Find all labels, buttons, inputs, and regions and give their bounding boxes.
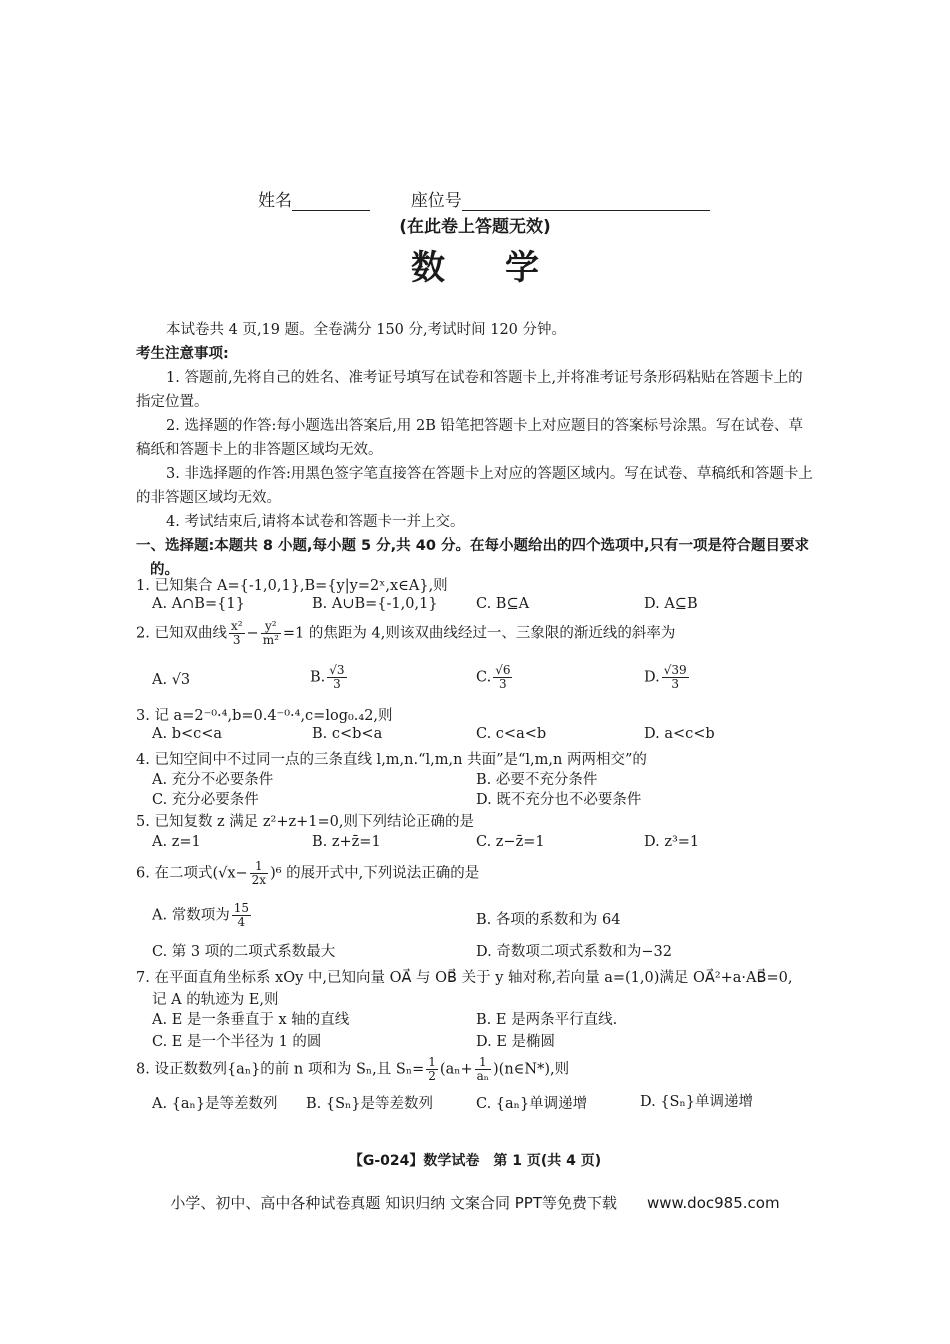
q1-option-a: A. A∩B={1} <box>152 596 245 612</box>
note-2: 2. 选择题的作答:每小题选出答案后,用 2B 铅笔把答题卡上对应题目的答案标号涂黑。写在试卷、草稿纸和答题卡上的非答题区域均无效。 <box>136 418 804 458</box>
q5-option-a: A. z=1 <box>152 834 201 850</box>
q7-option-c: C. E 是一个半径为 1 的圆 <box>152 1034 322 1050</box>
q6-option-d: D. 奇数项二项式系数和为−32 <box>476 944 672 960</box>
q2-option-c-label: C. <box>476 669 492 686</box>
seat-label: 座位号 <box>410 191 462 211</box>
q2-option-b-label: B. <box>310 669 326 686</box>
note-4: 4. 考试结束后,请将本试卷和答题卡一并上交。 <box>166 514 465 530</box>
q3-option-b: B. c<b<a <box>312 726 383 742</box>
q3-option-c: C. c<a<b <box>476 726 547 742</box>
q7-option-d: D. E 是椭圆 <box>476 1034 556 1050</box>
q8-stem-pre: 8. 设正数数列{aₙ}的前 n 项和为 Sₙ,且 Sₙ= <box>136 1061 425 1078</box>
q3-option-d: D. a<c<b <box>644 726 715 742</box>
q8-fraction-half-num: 1 <box>428 1055 436 1069</box>
q2-stem-pre: 2. 已知双曲线 <box>136 625 227 642</box>
q8-option-c: C. {aₙ}单调递增 <box>476 1096 588 1112</box>
intro-text: 本试卷共 4 页,19 题。全卷满分 150 分,考试时间 120 分钟。 <box>166 322 567 338</box>
q6-option-b: B. 各项的系数和为 64 <box>476 912 621 928</box>
q2-option-c-num: √6 <box>495 663 511 677</box>
q6-fraction-num: 1 <box>250 860 268 874</box>
q2-option-b <box>310 664 349 691</box>
q6-option-a-num: 15 <box>233 901 249 915</box>
q2-fraction-x-num: x² <box>230 619 243 633</box>
q8-option-d: D. {Sₙ}单调递增 <box>640 1094 753 1110</box>
q4-option-b: B. 必要不充分条件 <box>476 772 598 788</box>
q2-option-d-num: √39 <box>663 663 687 677</box>
q6-fraction <box>250 860 268 887</box>
q2-fraction-y-den: m² <box>262 633 279 647</box>
question-3-stem: 3. 记 a=2⁻⁰·⁴,b=0.4⁻⁰·⁴,c=log₀.₄2,则 <box>136 708 393 724</box>
section-heading: 一、选择题:本题共 8 小题,每小题 5 分,共 40 分。在每小题给出的四个选项中,只有一项是符合题目要求的。 <box>136 538 809 578</box>
question-2-stem: 2. 已知双曲线 $\frac{\text{x²}}{3}$ − $\frac{\text{y²}}{\text{m²}}$ =1 的焦距为 4,则该双曲线经过一、三象限的渐近线的斜率为 <box>136 619 676 647</box>
q8-option-a: A. {aₙ}是等差数列 <box>152 1096 278 1112</box>
q6-option-a <box>152 902 253 929</box>
q6-option-a-frac <box>232 902 251 929</box>
q5-option-c: C. z−z̄=1 <box>476 834 545 850</box>
q8-fraction-recip-den: aₙ <box>476 1069 489 1083</box>
q4-option-c: C. 充分必要条件 <box>152 792 259 808</box>
q2-option-c <box>476 664 514 691</box>
q2-fraction-y <box>261 620 281 647</box>
note-3: 3. 非选择题的作答:用黑色签字笔直接答在答题卡上对应的答题区域内。写在试卷、草稿纸和答题卡上的非答题区域均无效。 <box>136 466 813 506</box>
q1-option-d: D. A⊆B <box>644 596 698 612</box>
q2-option-c-den: 3 <box>499 677 507 691</box>
q4-option-a: A. 充分不必要条件 <box>152 772 274 788</box>
q8-fraction-recip-num: 1 <box>475 1056 491 1070</box>
q1-option-c: C. B⊆A <box>476 596 530 612</box>
q2-fraction-x <box>229 620 245 647</box>
q6-stem-pre: 6. 在二项式(√x− <box>136 865 248 882</box>
q2-fraction-y-num: y² <box>261 620 281 634</box>
q6-stem-post: )⁶ 的展开式中,下列说法正确的是 <box>270 865 480 882</box>
q2-option-b-den: 3 <box>333 677 341 691</box>
q8-stem-mid: (aₙ+ <box>439 1061 473 1078</box>
q8-fraction-recip <box>475 1056 491 1083</box>
q5-option-d: D. z³=1 <box>644 834 700 850</box>
q2-stem-post: =1 的焦距为 4,则该双曲线经过一、三象限的渐近线的斜率为 <box>282 625 676 642</box>
question-8-stem <box>136 1056 569 1083</box>
q2-option-b-num: √3 <box>329 663 345 677</box>
page-footer: 【G-024】数学试卷 第 1 页(共 4 页) <box>348 1153 602 1169</box>
q6-option-a-den: 4 <box>237 915 246 929</box>
q8-fraction-half <box>426 1056 438 1083</box>
q2-option-b-frac <box>327 664 346 691</box>
q8-option-b: B. {Sₙ}是等差数列 <box>306 1096 434 1112</box>
question-7-stem-line2: 记 A 的轨迹为 E,则 <box>152 992 279 1008</box>
question-4-stem: 4. 已知空间中不过同一点的三条直线 l,m,n.“l,m,n 共面”是“l,m,n 两两相交”的 <box>136 752 647 768</box>
q2-option-d-label: D. <box>644 669 660 686</box>
q2-option-d-den: 3 <box>671 677 679 691</box>
q2-option-d <box>644 664 691 691</box>
q8-fraction-half-den: 2 <box>428 1069 436 1083</box>
question-7-stem-line1: 7. 在平面直角坐标系 xOy 中,已知向量 OA⃗ 与 OB⃗ 关于 y 轴对称,若向量 a=(1,0)满足 OA⃗²+a·AB⃗=0, <box>136 970 793 986</box>
watermark-text: 小学、初中、高中各种试卷真题 知识归纳 文案合同 PPT等免费下载 www.doc985.com <box>170 1194 780 1212</box>
name-label: 姓名 <box>258 191 292 211</box>
q6-option-a-label: A. 常数项为 <box>152 907 230 924</box>
q2-option-a: A. √3 <box>152 672 191 688</box>
name-seat-line <box>258 186 710 211</box>
question-6-stem <box>136 860 479 887</box>
seat-blank <box>462 192 710 211</box>
q2-fraction-x-den: 3 <box>232 633 241 647</box>
page-title: 数学 <box>411 248 599 288</box>
q6-fraction-den: 2x <box>251 873 267 887</box>
q8-stem-post: )(n∈N*),则 <box>493 1061 570 1078</box>
q7-option-a: A. E 是一条垂直于 x 轴的直线 <box>152 1012 350 1028</box>
note-1: 1. 答题前,先将自己的姓名、准考证号填写在试卷和答题卡上,并将准考证号条形码粘贴在答题卡上的指定位置。 <box>136 370 803 410</box>
q7-option-b: B. E 是两条平行直线. <box>476 1012 618 1028</box>
q4-option-d: D. 既不充分也不必要条件 <box>476 792 642 808</box>
notes-title: 考生注意事项: <box>136 346 229 362</box>
q5-option-b: B. z+z̄=1 <box>312 834 381 850</box>
question-5-stem: 5. 已知复数 z 满足 z²+z+1=0,则下列结论正确的是 <box>136 814 475 830</box>
q3-option-a: A. b<c<a <box>152 726 223 742</box>
no-answer-notice: (在此卷上答题无效) <box>399 217 551 237</box>
q2-option-d-frac <box>662 664 689 691</box>
q6-option-c: C. 第 3 项的二项式系数最大 <box>152 944 336 960</box>
name-blank <box>292 192 370 211</box>
q2-option-c-frac <box>493 664 512 691</box>
q1-option-b: B. A∪B={-1,0,1} <box>312 596 438 612</box>
question-1-stem: 1. 已知集合 A={-1,0,1},B={y|y=2ˣ,x∈A},则 <box>136 578 448 594</box>
